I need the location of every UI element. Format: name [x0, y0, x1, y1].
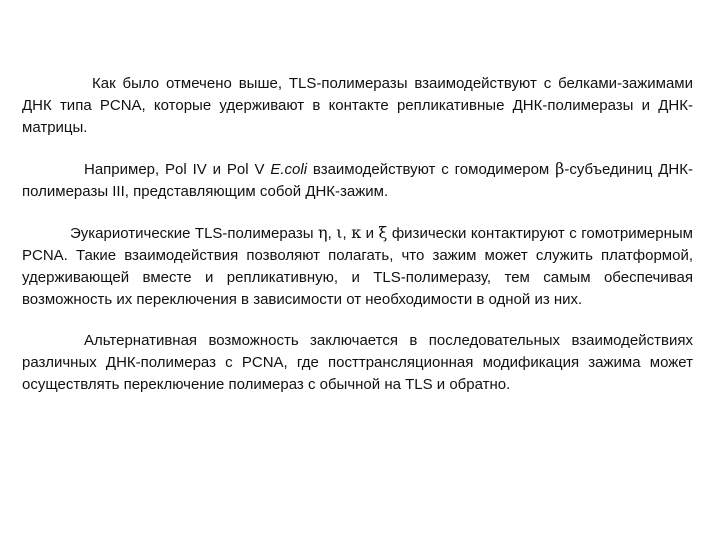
- greek-beta: β: [555, 159, 565, 178]
- paragraph-ecoli: [22, 158, 693, 203]
- organism-name: E.coli: [270, 161, 308, 178]
- paragraph-text-end: физически контактируют с гомотримерным PCNA. Такие взаимодействия позволяют полагать, что зажим может служить платформой, удерживающей вместе и репликативную, и TLS-полимеразу, тем самым обеспечивая возможность их переключения в зависимости от необходимости в одной из них.: [22, 225, 693, 308]
- separator: ,: [342, 225, 352, 242]
- greek-eta: η: [318, 223, 328, 242]
- paragraph-text-mid: взаимодействуют с гомодимером: [307, 161, 550, 178]
- separator: ,: [327, 225, 337, 242]
- paragraph-text-end: -субъединиц ДНК-полимеразы III, представляющим собой ДНК-зажим.: [22, 161, 694, 200]
- paragraph-alternative: [22, 330, 693, 396]
- paragraph-tls-pcna: [22, 73, 693, 139]
- paragraph-text: Как было отмечено выше, TLS-полимеразы взаимодействуют с белками-зажимами ДНК типа PCNA, которые удерживают в контакте репликативные ДНК-полимеразы и ДНК-матрицы.: [22, 75, 693, 136]
- greek-kappa: κ: [351, 223, 362, 242]
- paragraph-eukaryotic: [22, 222, 693, 311]
- paragraph-text-start: Эукариотические TLS-полимеразы: [70, 225, 319, 242]
- greek-iota: ι: [336, 223, 343, 242]
- greek-xi: ξ: [378, 223, 388, 242]
- conjunction: и: [361, 225, 379, 242]
- paragraph-text-start: Например, Pol IV и Pol V: [84, 161, 271, 178]
- body-text: [22, 73, 693, 415]
- paragraph-text: Альтернативная возможность заключается в последовательных взаимодействиях различных ДНК-полимераз с PCNA, где посттрансляционная модификация зажима может осуществлять переключение полимераз с обычной на TLS и обратно.: [22, 332, 693, 393]
